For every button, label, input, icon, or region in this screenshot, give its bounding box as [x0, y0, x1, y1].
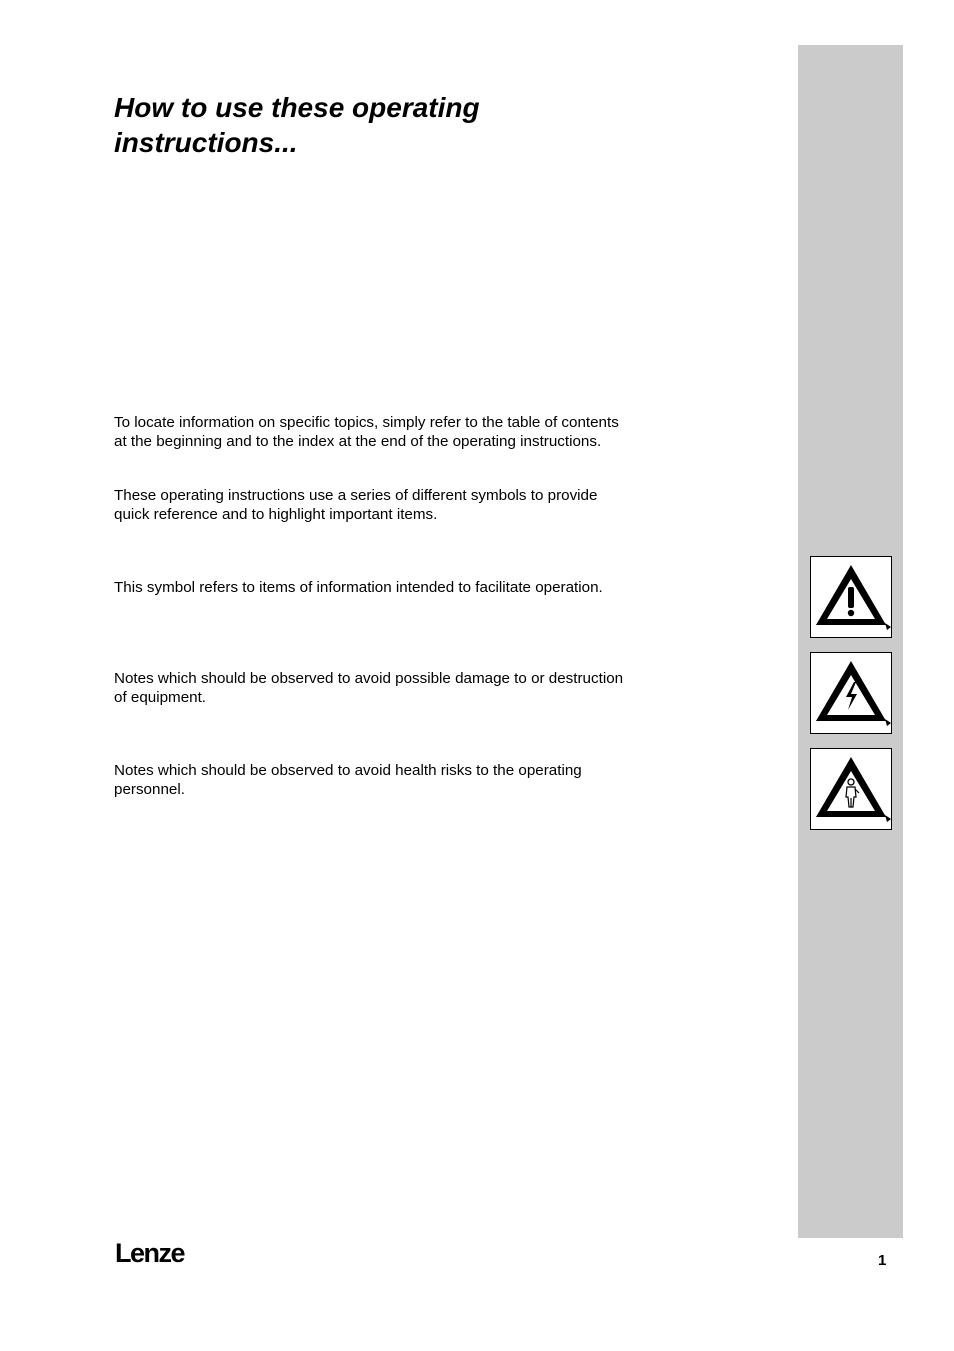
note-equipment-text: Notes which should be observed to avoid possible damage to or destruction of equipment.: [114, 670, 624, 706]
page-number: 1: [878, 1252, 887, 1269]
margin-sidebar: [798, 45, 903, 1238]
intro-paragraph: To locate information on specific topics, simply refer to the table of contents at the beginning and to the index at the end of the operating instructions.: [114, 414, 619, 450]
note-info-text: This symbol refers to items of information intended to facilitate operation.: [114, 579, 603, 596]
electrical-hazard-icon: [810, 652, 892, 734]
title-line-1: How to use these operating: [114, 92, 480, 123]
personnel-hazard-icon: [810, 748, 892, 830]
page-title: [114, 90, 674, 160]
exclamation-warning-icon: [810, 556, 892, 638]
title-line-2: instructions...: [114, 127, 298, 158]
note-health-text: Notes which should be observed to avoid health risks to the operating personnel.: [114, 762, 582, 798]
lenze-logo: Lenze: [115, 1238, 185, 1268]
symbols-paragraph: These operating instructions use a series of different symbols to provide quick reference and to highlight important items.: [114, 487, 598, 523]
